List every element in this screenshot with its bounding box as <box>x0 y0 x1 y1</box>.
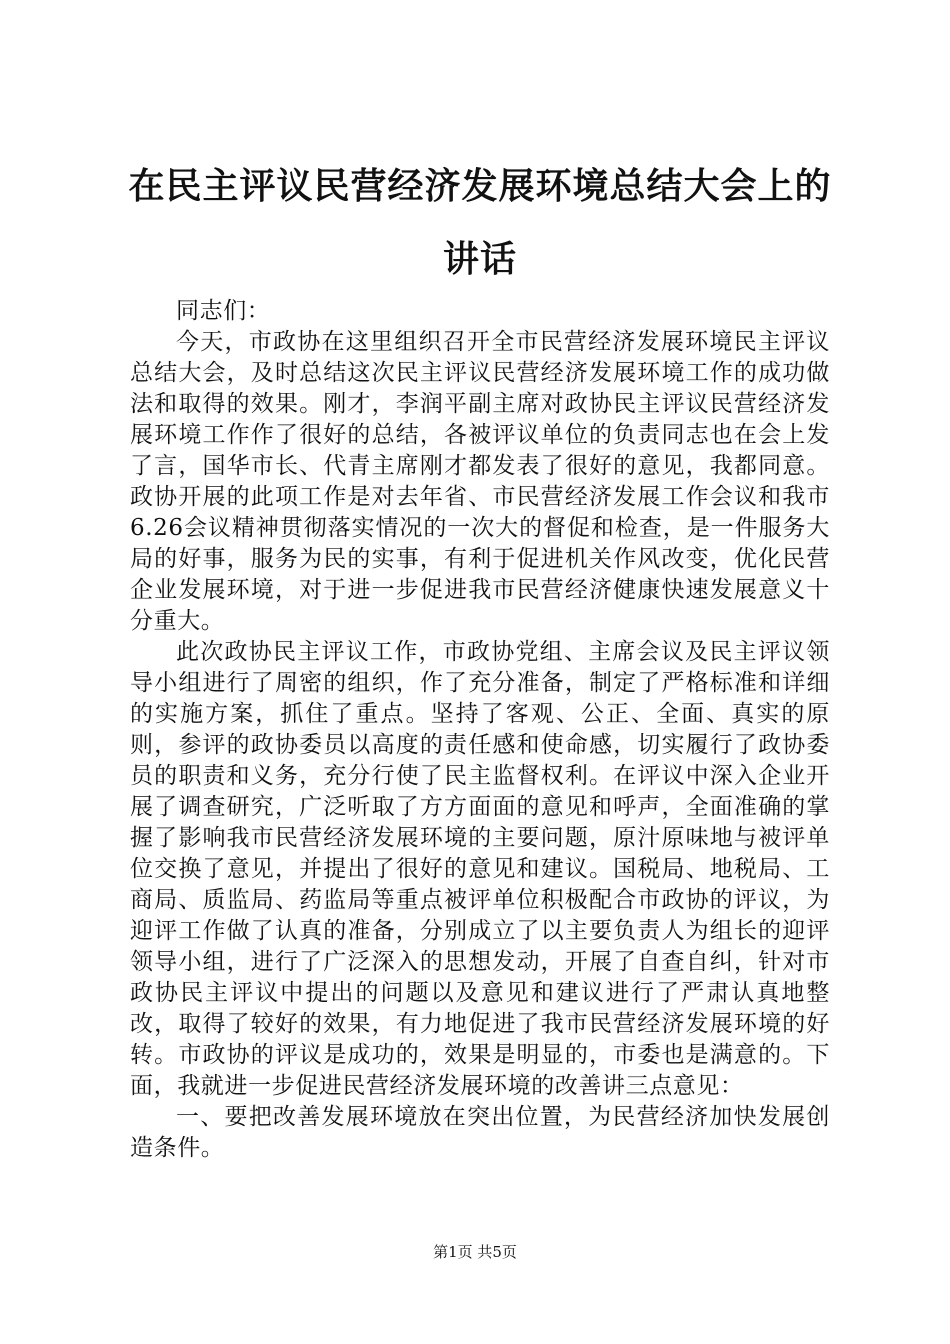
document-title: 在民主评议民营经济发展环境总结大会上的讲话 <box>128 166 832 280</box>
opening-paragraph: 今天，市政协在这里组织召开全市民营经济发展环境民主评议总结大会，及时总结这次民主评议民营经济发展环境工作的成功做法和取得的效果。刚才，李润平副主席对政协民主评议民营经济发展环境工作作了很好的总结，各被评议单位的负责同志也在会上发了言，国华市长、代青主席刚才都发表了很好的意见，我都同意。政协开展的此项工作是对去年省、市民营经济发展工作会议和我市6.26会议精神贯彻落实情况的一次大的督促和检查，是一件服务大局的好事，服务为民的实事，有利于促进机关作风改变，优化民营企业发展环境，对于进一步促进我市民营经济健康快速发展意义十分重大。 <box>130 329 830 634</box>
point-one-heading: 一、要把改善发展环境放在突出位置，为民营经济加快发展创造条件。 <box>130 1104 830 1161</box>
greeting-paragraph: 同志们： <box>176 298 271 324</box>
document-body <box>130 296 830 1164</box>
evaluation-paragraph: 此次政协民主评议工作，市政协党组、主席会议及民主评议领导小组进行了周密的组织，作了充分准备，制定了严格标准和详细的实施方案，抓住了重点。坚持了客观、公正、全面、真实的原则，参评的政协委员以高度的责任感和使命感，切实履行了政协委员的职责和义务，充分行使了民主监督权利。在评议中深入企业开展了调查研究，广泛听取了方方面面的意见和呼声，全面准确的掌握了影响我市民营经济发展环境的主要问题，原汁原味地与被评单位交换了意见，并提出了很好的意见和建议。国税局、地税局、工商局、质监局、药监局等重点被评单位积极配合市政协的评议，为迎评工作做了认真的准备，分别成立了以主要负责人为组长的迎评领导小组，进行了广泛深入的思想发动，开展了自查自纠，针对市政协民主评议中提出的问题以及意见和建议进行了严肃认真地整改，取得了较好的效果，有力地促进了我市民营经济发展环境的好转。市政协的评议是成功的，效果是明显的，市委也是满意的。下面，我就进一步促进民营经济发展环境的改善讲三点意见： <box>130 639 830 1099</box>
page-number-footer: 第1页 共5页 <box>433 1243 517 1261</box>
